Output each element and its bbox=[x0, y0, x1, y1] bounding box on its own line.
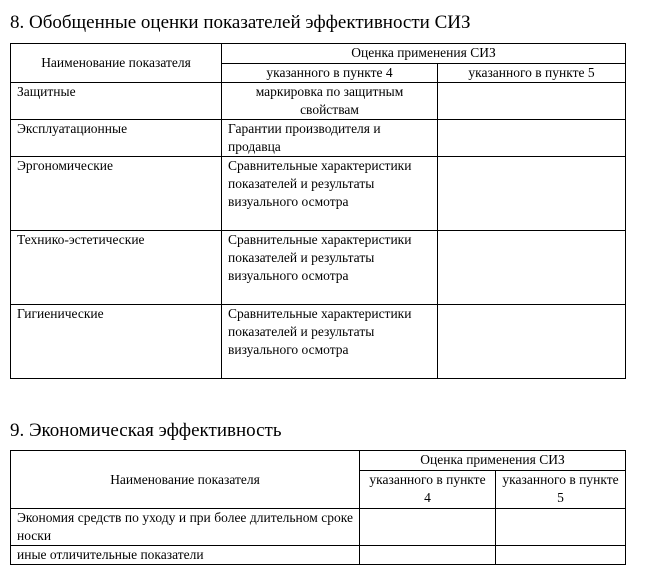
header-col-item5: указанного в пункте 5 bbox=[496, 471, 626, 509]
header-group: Оценка применения СИЗ bbox=[222, 44, 626, 64]
efficiency-table bbox=[10, 43, 626, 379]
row-name: Гигиенические bbox=[11, 305, 222, 379]
row-name: Технико-эстетические bbox=[11, 231, 222, 305]
table-row bbox=[11, 157, 626, 231]
table-row bbox=[11, 546, 626, 565]
row-name: Эксплуатационные bbox=[11, 120, 222, 157]
row-col5 bbox=[438, 120, 626, 157]
header-indicator-name: Наименование показателя bbox=[11, 44, 222, 83]
section9-title: 9. Экономическая эффективность bbox=[10, 420, 282, 441]
header-col-item4: указанного в пункте 4 bbox=[360, 471, 496, 509]
row-col4: Гарантии производителя и продавца bbox=[222, 120, 438, 157]
table-row bbox=[11, 83, 626, 120]
row-col4: Сравнительные характеристики показателей и результаты визуального осмотра bbox=[222, 305, 438, 379]
section8-title: 8. Обобщенные оценки показателей эффективности СИЗ bbox=[10, 12, 471, 33]
table-row bbox=[11, 305, 626, 379]
table-row bbox=[11, 231, 626, 305]
row-col5 bbox=[496, 509, 626, 546]
row-col4 bbox=[360, 546, 496, 565]
row-col5 bbox=[438, 83, 626, 120]
table-row bbox=[11, 509, 626, 546]
row-name: Защитные bbox=[11, 83, 222, 120]
row-name: Экономия средств по уходу и при более длительном сроке носки bbox=[11, 509, 360, 546]
row-col4: Сравнительные характеристики показателей и результаты визуального осмотра bbox=[222, 157, 438, 231]
header-group: Оценка применения СИЗ bbox=[360, 451, 626, 471]
row-name: Эргономические bbox=[11, 157, 222, 231]
row-col5 bbox=[438, 157, 626, 231]
row-col4: маркировка по защитным свойствам bbox=[222, 83, 438, 120]
header-col-item4: указанного в пункте 4 bbox=[222, 64, 438, 83]
row-col4: Сравнительные характеристики показателей и результаты визуального осмотра bbox=[222, 231, 438, 305]
header-indicator-name: Наименование показателя bbox=[11, 451, 360, 509]
row-col5 bbox=[438, 305, 626, 379]
row-col5 bbox=[496, 546, 626, 565]
table-row bbox=[11, 120, 626, 157]
economic-efficiency-table bbox=[10, 450, 626, 565]
row-name: иные отличительные показатели bbox=[11, 546, 360, 565]
row-col4 bbox=[360, 509, 496, 546]
header-col-item5: указанного в пункте 5 bbox=[438, 64, 626, 83]
row-col5 bbox=[438, 231, 626, 305]
